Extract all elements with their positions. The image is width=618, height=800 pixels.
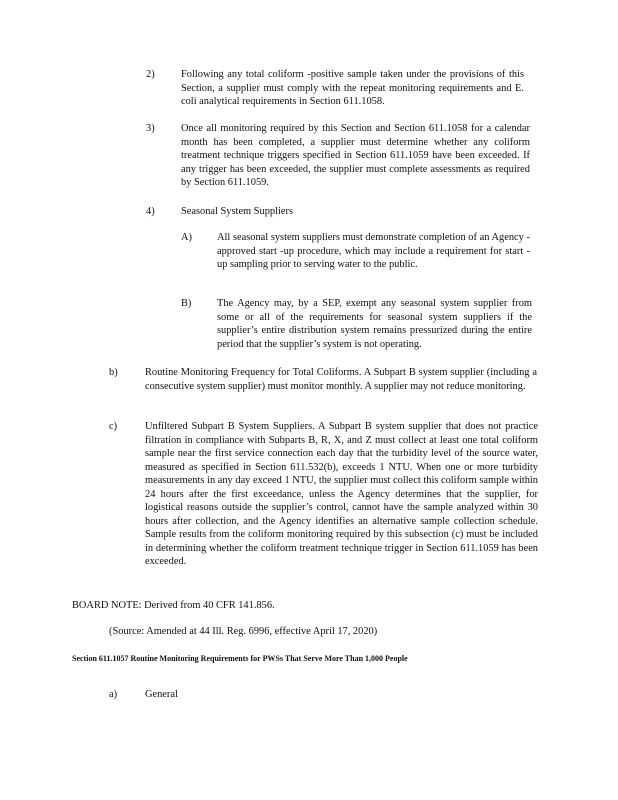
item-label: 3) <box>146 123 155 134</box>
source-note: (Source: Amended at 44 Ill. Reg. 6996, effective April 17, 2020) <box>109 626 378 637</box>
item-label: b) <box>109 367 118 378</box>
item-label: c) <box>109 421 118 432</box>
item-text: All seasonal system suppliers must demonstrate completion of an Agency -approved start -up procedure, which may include a requirement for start -up sampling prior to serving water to the public. <box>217 232 530 270</box>
item-text: Unfiltered Subpart B System Suppliers. A Subpart B system supplier that does not practice filtration in compliance with Subparts B, R, X, and Z must collect at least one total coliform sample near the first service connection each day that the turbidity level of the source water, measured as specified in Section 611.532(b), exceeds 1 NTU. When one or more turbidity measurements in any day exceed 1 NTU, the supplier must collect this coliform sample within 24 hours after the first exceedance, unless the Agency determines that the supplier, for logistical reasons outside the supplier’s control, cannot have the sample analyzed within 30 hours after collection, and the Agency identifies an alternative sample collection schedule. Sample results from the coliform monitoring required by this subsection (c) must be included in determining whether the coliform treatment technique trigger in Section 611.1059 has been exceeded. <box>145 421 538 567</box>
item-label: 2) <box>146 69 155 80</box>
item-text: Seasonal System Suppliers <box>181 206 293 217</box>
item-text: General <box>145 689 178 700</box>
item-text: Following any total coliform -positive sample taken under the provisions of this Section, a supplier must comply with the repeat monitoring requirements and E. coli analytical requirements in Section 611.1058. <box>181 69 524 107</box>
item-text: Routine Monitoring Frequency for Total Coliforms. A Subpart B system supplier (including a consecutive system supplier) must monitor monthly. A supplier may not reduce monitoring. <box>145 367 537 392</box>
item-label: B) <box>181 298 192 309</box>
item-label: A) <box>181 232 192 243</box>
section-heading: Section 611.1057 Routine Monitoring Requirements for PWSs That Serve More Than 1,000 People <box>72 654 408 663</box>
item-label: 4) <box>146 206 155 217</box>
item-text: The Agency may, by a SEP, exempt any seasonal system supplier from some or all of the requirements for seasonal system suppliers if the supplier’s entire distribution system remains pressurized during the entire period that the supplier’s system is not operating. <box>217 298 532 350</box>
item-label: a) <box>109 689 118 700</box>
item-text: Once all monitoring required by this Section and Section 611.1058 for a calendar month has been completed, a supplier must determine whether any coliform treatment technique triggers specified in Section 611.1059 have been exceeded. If any trigger has been exceeded, the supplier must complete assessments as required by Section 611.1059. <box>181 123 530 188</box>
board-note: BOARD NOTE: Derived from 40 CFR 141.856. <box>72 600 275 611</box>
